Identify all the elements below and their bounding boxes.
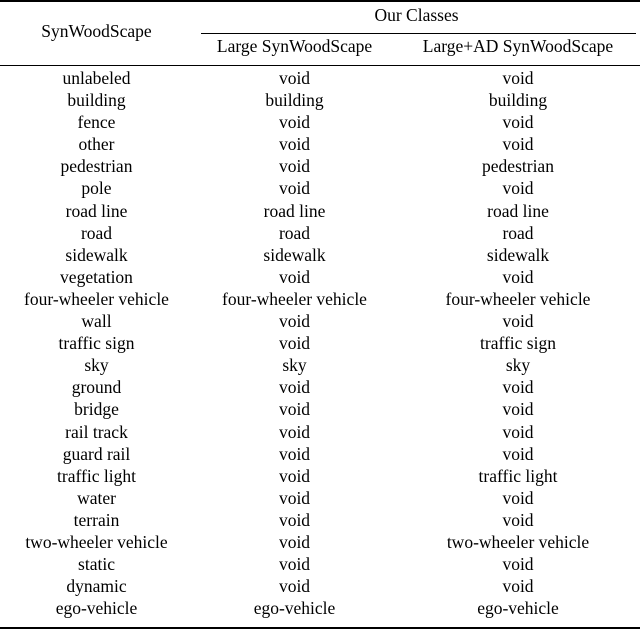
table-body <box>0 62 640 619</box>
table-row <box>0 62 640 89</box>
cell-large-class: road line <box>263 200 326 221</box>
cell-large-ad-class: sidewalk <box>486 244 550 265</box>
cell-large-ad-class: void <box>502 311 534 332</box>
cell-synwoodscape-class: other <box>78 134 115 155</box>
cell-large-class: building <box>265 90 324 111</box>
cell-large-ad-class: building <box>488 90 548 111</box>
cell-synwoodscape-class: road line <box>65 200 128 221</box>
table-row <box>0 310 640 332</box>
cell-synwoodscape-class: sky <box>84 355 109 376</box>
cell-large-ad-class: void <box>502 509 534 530</box>
cell-synwoodscape-class: water <box>77 487 116 508</box>
cell-synwoodscape-class: two-wheeler vehicle <box>25 531 168 552</box>
cell-synwoodscape-class: guard rail <box>62 443 131 464</box>
table-row <box>0 553 640 575</box>
header-our-classes: Our Classes <box>374 5 459 25</box>
table-row <box>0 509 640 531</box>
cell-synwoodscape-class: vegetation <box>60 266 133 287</box>
group-header-rule <box>201 33 636 34</box>
cell-large-ad-class: void <box>502 576 534 597</box>
table-row <box>0 575 640 597</box>
bottom-rule <box>0 627 640 629</box>
cell-large-class: void <box>278 156 311 177</box>
cell-large-ad-class: void <box>502 377 534 398</box>
cell-large-ad-class: void <box>502 134 534 155</box>
cell-synwoodscape-class: rail track <box>65 421 128 442</box>
table-row <box>0 597 640 619</box>
cell-large-ad-class: void <box>502 178 534 199</box>
cell-synwoodscape-class: building <box>67 90 126 111</box>
table-row <box>0 177 640 199</box>
cell-large-class: sidewalk <box>263 244 326 265</box>
table-row <box>0 266 640 288</box>
cell-large-class: void <box>278 554 311 575</box>
cell-large-class: void <box>278 576 311 597</box>
table-row <box>0 531 640 553</box>
cell-large-class: void <box>278 68 311 88</box>
cell-large-ad-class: sky <box>505 355 531 376</box>
cell-large-ad-class: traffic sign <box>480 333 556 354</box>
cell-synwoodscape-class: fence <box>77 112 116 133</box>
table-row <box>0 133 640 155</box>
cell-synwoodscape-class: pedestrian <box>60 156 133 177</box>
cell-synwoodscape-class: traffic sign <box>58 333 135 354</box>
table-row <box>0 376 640 398</box>
table-row <box>0 288 640 310</box>
header-large-synwoodscape: Large SynWoodScape <box>216 36 373 56</box>
cell-large-class: sky <box>282 355 307 376</box>
table-row <box>0 89 640 111</box>
table-row <box>0 487 640 509</box>
cell-large-class: void <box>278 333 311 354</box>
table-row <box>0 354 640 376</box>
cell-large-ad-class: void <box>502 421 534 442</box>
table-row <box>0 111 640 133</box>
cell-large-class: road <box>278 222 311 243</box>
cell-synwoodscape-class: sidewalk <box>65 244 128 265</box>
header-large-ad-synwoodscape: Large+AD SynWoodScape <box>422 36 614 56</box>
header-synwoodscape: SynWoodScape <box>41 21 152 41</box>
cell-synwoodscape-class: pole <box>81 178 112 199</box>
cell-large-class: ego-vehicle <box>253 598 336 619</box>
cell-synwoodscape-class: traffic light <box>57 465 136 486</box>
cell-synwoodscape-class: ground <box>71 377 122 398</box>
cell-synwoodscape-class: unlabeled <box>62 68 131 88</box>
cell-large-class: void <box>278 266 311 287</box>
cell-synwoodscape-class: dynamic <box>66 576 127 597</box>
table-row <box>0 465 640 487</box>
table-row <box>0 443 640 465</box>
cell-large-ad-class: void <box>502 399 534 420</box>
cell-large-ad-class: void <box>502 68 534 88</box>
cell-large-class: void <box>278 421 311 442</box>
cell-large-class: void <box>278 178 311 199</box>
cell-large-class: void <box>278 311 311 332</box>
table-header <box>0 0 640 62</box>
cell-large-class: void <box>278 509 311 530</box>
table-row <box>0 332 640 354</box>
cell-large-ad-class: void <box>502 266 534 287</box>
header-bottom-rule <box>0 65 640 66</box>
cell-large-class: four-wheeler vehicle <box>222 288 367 309</box>
cell-synwoodscape-class: ego-vehicle <box>55 598 138 619</box>
cell-large-ad-class: traffic light <box>478 465 558 486</box>
cell-large-ad-class: void <box>502 487 534 508</box>
top-rule <box>0 0 640 2</box>
table-row <box>0 421 640 443</box>
cell-synwoodscape-class: terrain <box>73 509 120 530</box>
cell-large-ad-class: four-wheeler vehicle <box>445 288 591 309</box>
cell-large-class: void <box>278 399 311 420</box>
cell-large-class: void <box>278 377 311 398</box>
cell-large-ad-class: void <box>502 443 534 464</box>
cell-large-class: void <box>278 487 311 508</box>
table-row <box>0 155 640 177</box>
cell-synwoodscape-class: four-wheeler vehicle <box>24 288 169 309</box>
cell-synwoodscape-class: bridge <box>74 399 119 420</box>
table-row <box>0 398 640 420</box>
table-row <box>0 200 640 222</box>
cell-large-class: void <box>278 465 311 486</box>
table-row <box>0 244 640 266</box>
cell-large-ad-class: road line <box>487 200 549 221</box>
cell-large-ad-class: two-wheeler vehicle <box>446 531 590 552</box>
cell-large-ad-class: void <box>502 554 534 575</box>
cell-large-class: void <box>278 443 311 464</box>
cell-synwoodscape-class: static <box>78 554 115 575</box>
cell-large-ad-class: ego-vehicle <box>477 598 559 619</box>
table-row <box>0 222 640 244</box>
cell-large-ad-class: void <box>502 112 534 133</box>
cell-large-ad-class: road <box>502 222 534 243</box>
cell-synwoodscape-class: road <box>80 222 113 243</box>
cell-large-class: void <box>278 112 311 133</box>
cell-large-class: void <box>278 134 311 155</box>
cell-synwoodscape-class: wall <box>81 311 112 332</box>
cell-large-ad-class: pedestrian <box>482 156 554 177</box>
cell-large-class: void <box>278 531 311 552</box>
